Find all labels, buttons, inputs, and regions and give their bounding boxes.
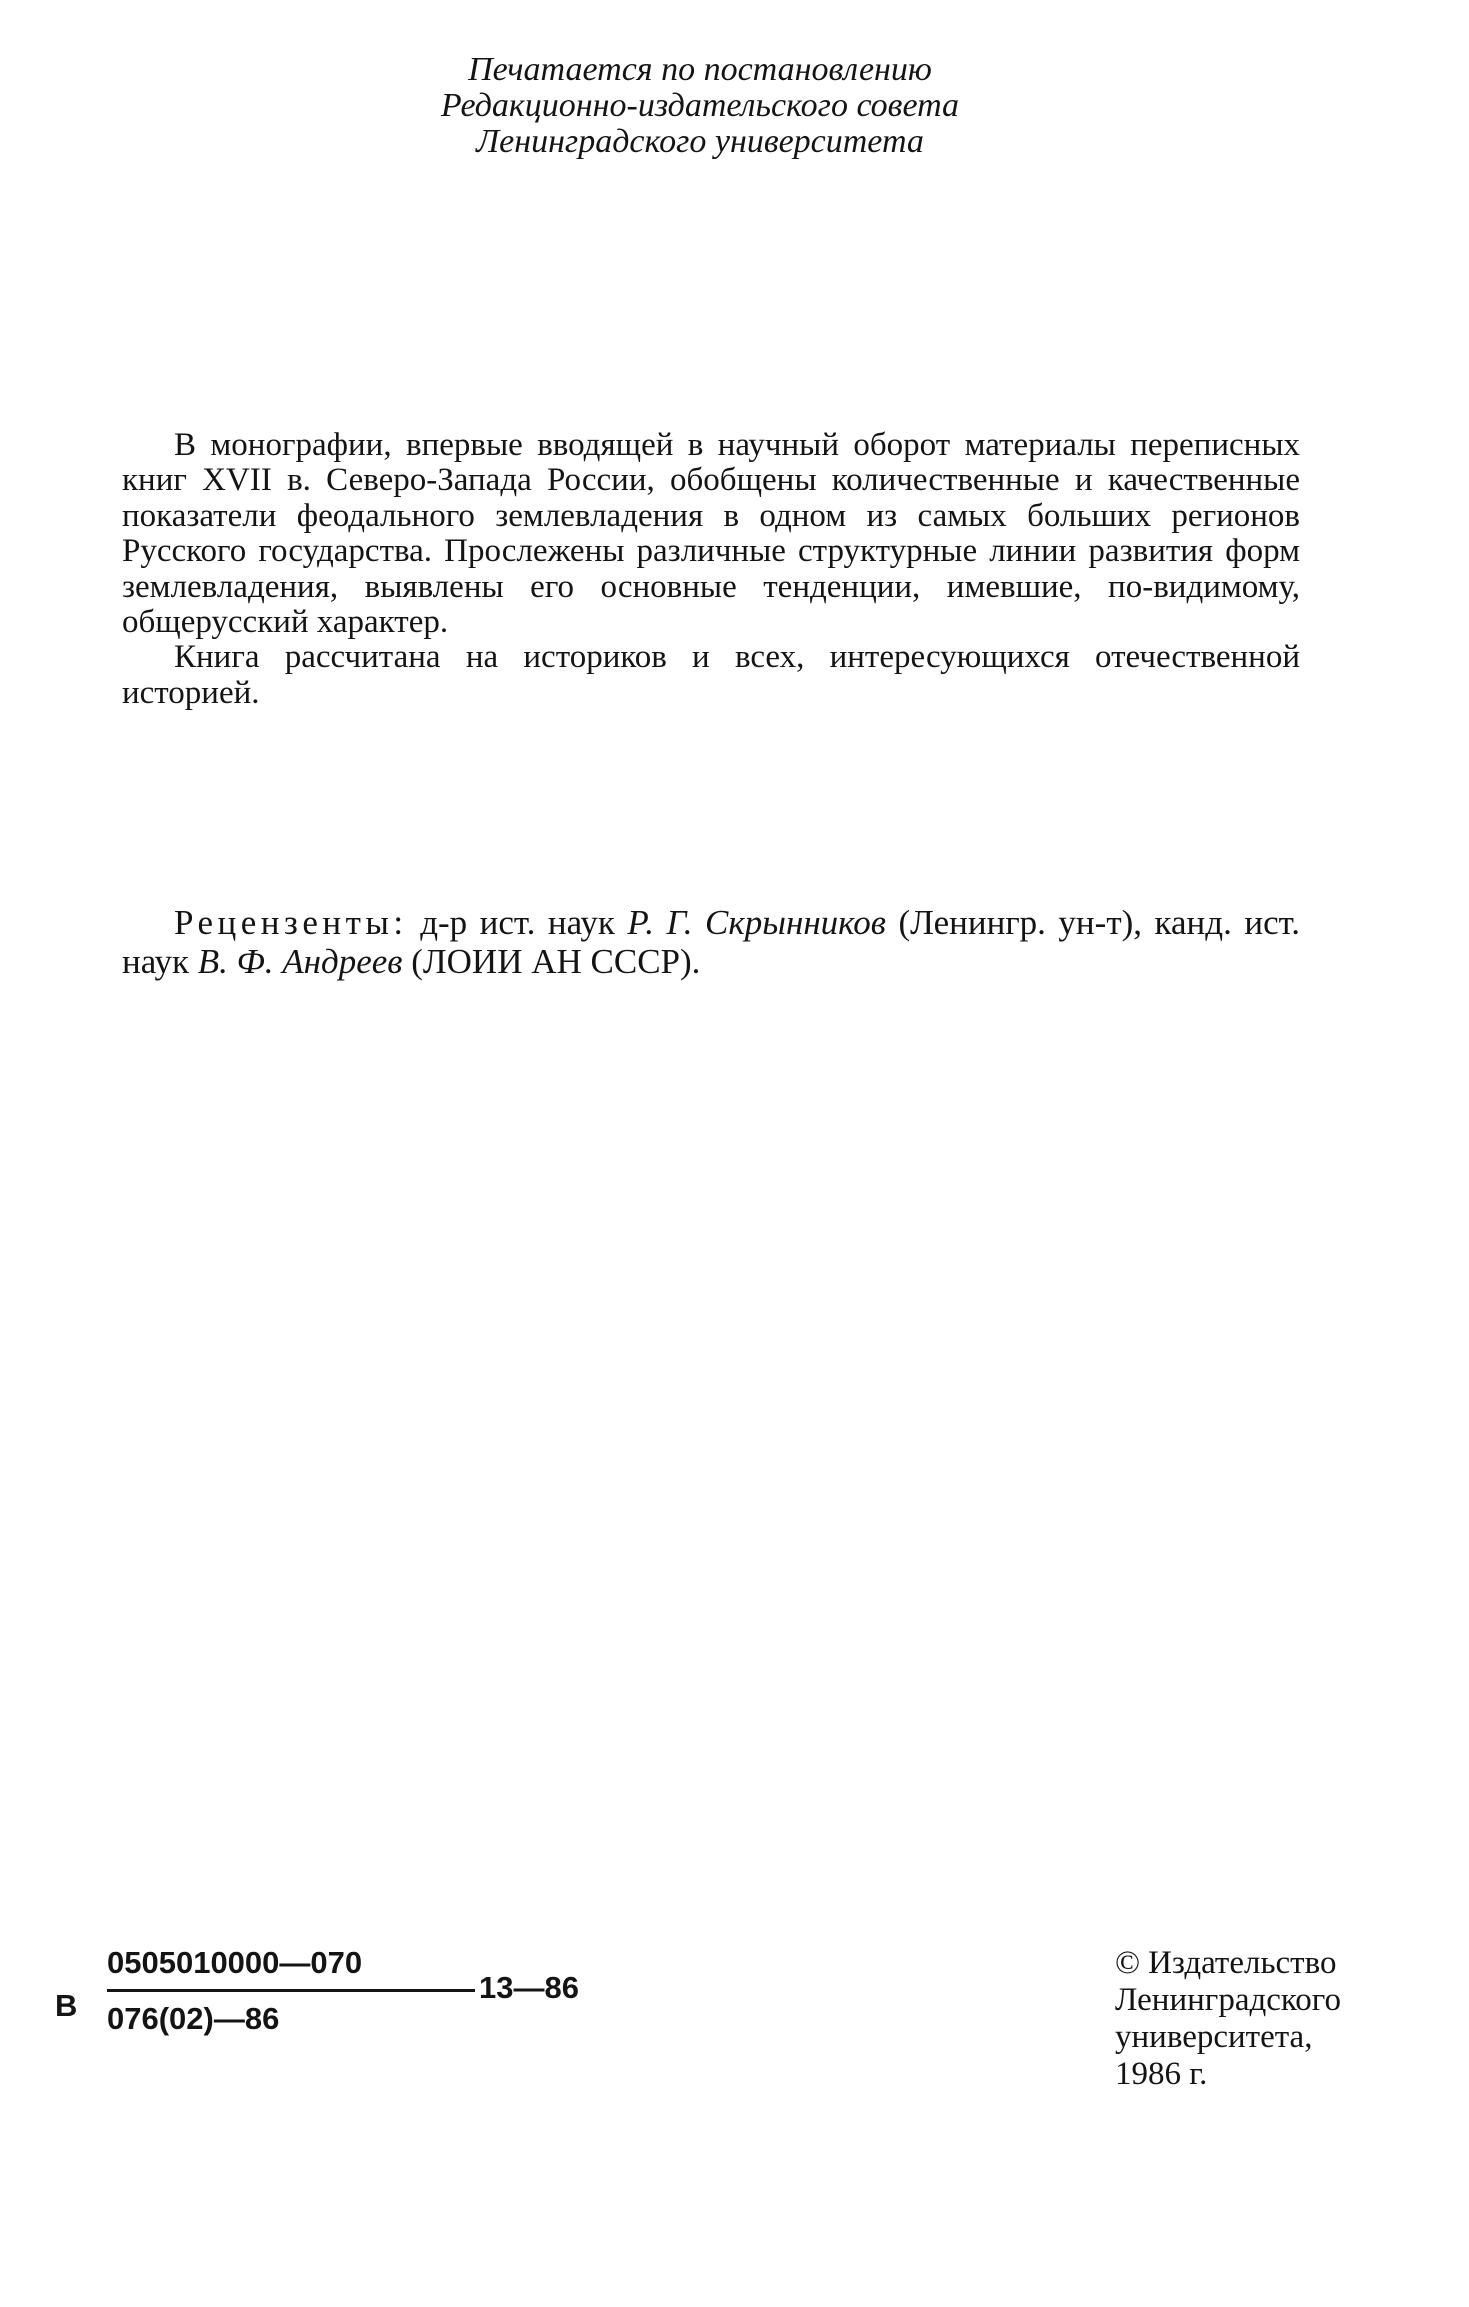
copyright-icon: ©	[1115, 1945, 1141, 1981]
bbk-right-code: 13—86	[479, 1970, 579, 2005]
bbk-numerator: 0505010000—070	[107, 1945, 363, 1980]
annotation	[122, 428, 1300, 711]
reviewers-label: Рецензенты:	[174, 903, 408, 942]
imprimatur-line-3: Ленинградского университета	[476, 123, 924, 160]
copyright-line-2: Ленинградского	[1115, 1982, 1341, 2018]
bbk-denominator: 076(02)—86	[107, 2001, 280, 2036]
copyright-block	[1115, 1945, 1341, 2093]
reviewer-2-org: (ЛОИИ АН СССР).	[411, 942, 701, 981]
bbk-letter: В	[55, 1988, 78, 2023]
imprimatur-block	[0, 52, 1400, 160]
reviewer-1-degree: д-р ист. наук	[420, 903, 615, 942]
imprimatur-line-1: Печатается по постановлению	[468, 51, 932, 88]
annotation-paragraph-1: В монографии, впервые вводящей в научный оборот материалы переписных книг XVII в. Северо-Запада России, обобщены количественные и качественные показатели феодального землевладения в одном из самых больших регионов Русского государства. Прослежены различные структурные линии развития форм землевладения, выявлены его основные тенденции, имевшие, по-видимому, общерусский характер.	[122, 427, 1300, 641]
annotation-paragraph-2: Книга рассчитана на историков и всех, интересующихся отечественной историей.	[122, 639, 1300, 711]
imprimatur-line-2: Редакционно-издательского совета	[440, 87, 960, 124]
bbk-fraction-line	[107, 1989, 475, 1992]
reviewer-2-name: В. Ф. Андреев	[197, 942, 403, 981]
copyright-line-1: Издательство	[1148, 1945, 1337, 1981]
bbk-index	[55, 1945, 579, 2055]
reviewer-1-org: (Ленингр. ун-т),	[898, 903, 1143, 942]
copyright-line-3: университета,	[1115, 2019, 1313, 2055]
reviewer-2-degree: канд. ист. наук	[122, 903, 1301, 981]
copyright-line-4: 1986 г.	[1115, 2056, 1208, 2092]
reviewer-1-name: Р. Г. Скрынников	[627, 903, 886, 942]
reviewers	[122, 903, 1300, 981]
